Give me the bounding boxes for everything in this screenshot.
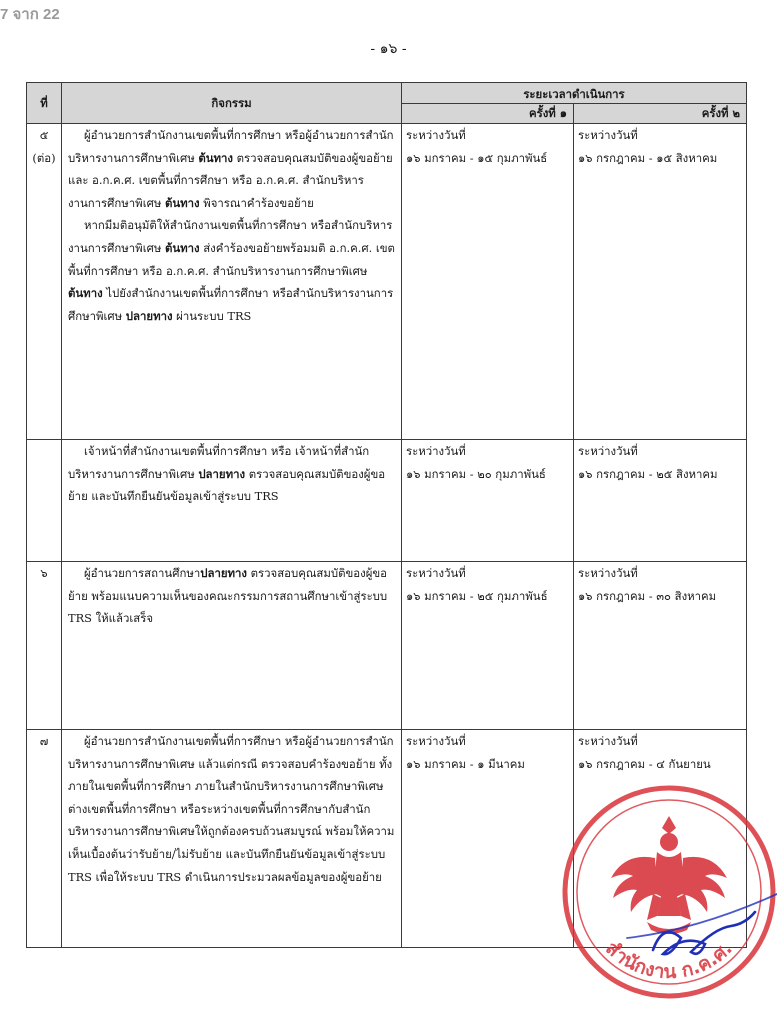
row-number-value: ๖ xyxy=(40,566,48,580)
activity-text: ผ่านระบบ TRS xyxy=(172,308,252,323)
activity-text: ตรวจสอบคุณสมบัติของผู้ขอย้าย และบันทึกยืนยันข้อมูลเข้าสู่ระบบ TRS xyxy=(68,466,386,504)
header-no: ที่ xyxy=(27,83,62,124)
header-activity: กิจกรรม xyxy=(62,83,402,124)
activity-text: ผู้อำนวยการสำนักงานเขตพื้นที่การศึกษา หรือผู้อำนวยการสำนักบริหารงานการศึกษาพิเศษ แล้วแต่กรณี ตรวจสอบคำร้องขอย้าย ทั้งภายในเขตพื้นที่การศึกษา ภายในสำนักบริหารงานการศึกษาพิเศษ ต่างเขตพื้นที่การศึกษา หรือระหว่างเขตพื้นที่การศึกษากับสำนักบริหารงานการศึกษาพิเศษให้ถูกต้องครบถ้วนสมบูรณ์ พร้อมให้ความเห็นเบื้องต้นว่ารับย้าย/ไม่รับย้าย และบันทึกยืนยันข้อมูลเข้าสู่ระบบ TRS เพื่อให้ระบบ TRS ดำเนินการประมวลผลข้อมูลของผู้ขอย้าย xyxy=(68,734,395,884)
duration-label: ระหว่างวันที่ xyxy=(406,566,466,580)
duration-label: ระหว่างวันที่ xyxy=(406,444,466,458)
round1-cell xyxy=(402,124,574,440)
activity-text: พิจารณาคำร้องขอย้าย xyxy=(199,195,314,210)
round2-cell xyxy=(574,124,747,440)
duration-label: ระหว่างวันที่ xyxy=(406,734,466,748)
duration-range: ๑๖ มกราคม - ๑๕ กุมภาพันธ์ xyxy=(406,150,548,165)
duration-range: ๑๖ มกราคม - ๒๕ กุมภาพันธ์ xyxy=(406,588,548,603)
round1-cell xyxy=(402,440,574,562)
activity-cell xyxy=(62,730,402,948)
table-row xyxy=(27,730,747,948)
activity-text: ไปยังสำนักงานเขตพื้นที่การศึกษา หรือสำนักบริหารงานการศึกษาพิเศษ xyxy=(68,286,394,323)
activity-text: ตรวจสอบคุณสมบัติของผู้ขอย้าย พร้อมแนบความเห็นของคณะกรรมการสถานศึกษาเข้าสู่ระบบ TRS ให้แล้วเสร็จ xyxy=(68,566,388,626)
page-indicator: 7 จาก 22 xyxy=(0,6,60,23)
activity-paragraph xyxy=(68,214,397,327)
activity-text: เจ้าหน้าที่สำนักงานเขตพื้นที่การศึกษา หรือ เจ้าหน้าที่สำนักบริหารงานการศึกษาพิเศษ xyxy=(68,444,370,481)
seal-text: สำนักงาน ก.ค.ศ. xyxy=(601,937,737,984)
activity-paragraph xyxy=(68,730,397,888)
table-row xyxy=(27,124,747,440)
row-number-value: ๗ xyxy=(39,734,49,748)
duration-range: ๑๖ มกราคม - ๒๐ กุมภาพันธ์ xyxy=(406,466,546,481)
emphasis-text: ต้นทาง xyxy=(164,240,200,255)
row-number xyxy=(27,730,62,948)
activity-text: หากมีมติอนุมัติให้สำนักงานเขตพื้นที่การศึกษา หรือสำนักบริหารงานการศึกษาพิเศษ xyxy=(68,218,393,255)
duration-label: ระหว่างวันที่ xyxy=(406,128,466,142)
row-number-value: ๕ xyxy=(39,128,49,142)
duration-range: ๑๖ กรกฎาคม - ๒๕ สิงหาคม xyxy=(578,466,718,481)
round2-cell xyxy=(574,562,747,730)
header-round1: ครั้งที่ ๑ xyxy=(402,104,574,124)
activity-cell xyxy=(62,124,402,440)
round2-cell xyxy=(574,730,747,948)
row-number xyxy=(27,440,62,562)
activity-text: ส่งคำร้องขอย้ายพร้อมมติ อ.ก.ค.ศ. เขตพื้นที่การศึกษา หรือ อ.ก.ค.ศ. สำนักบริหารงานการศึกษาพิเศษ xyxy=(68,240,395,278)
table-row xyxy=(27,440,747,562)
emphasis-text: ต้นทาง xyxy=(68,286,103,301)
activity-paragraph xyxy=(68,440,397,508)
activity-text: ผู้อำนวยการสำนักงานเขตพื้นที่การศึกษา หรือผู้อำนวยการสำนักบริหารงานการศึกษาพิเศษ xyxy=(68,128,394,165)
emphasis-text: ต้นทาง xyxy=(198,150,233,165)
duration-range: ๑๖ กรกฎาคม - ๔ กันยายน xyxy=(578,756,711,771)
row-number xyxy=(27,562,62,730)
duration-label: ระหว่างวันที่ xyxy=(578,566,638,580)
emphasis-text: ปลายทาง xyxy=(198,466,246,481)
activity-paragraph xyxy=(68,562,397,630)
schedule-table xyxy=(26,82,747,948)
duration-range: ๑๖ กรกฎาคม - ๓๐ สิงหาคม xyxy=(578,588,717,603)
activity-text: ผู้อำนวยการสถานศึกษา xyxy=(84,566,201,580)
round2-cell xyxy=(574,440,747,562)
row-number xyxy=(27,124,62,440)
header-duration: ระยะเวลาดำเนินการ xyxy=(402,83,747,104)
header-round2: ครั้งที่ ๒ xyxy=(574,104,747,124)
duration-range: ๑๖ มกราคม - ๑ มีนาคม xyxy=(406,756,525,771)
activity-paragraph xyxy=(68,124,397,214)
emphasis-text: ต้นทาง xyxy=(164,195,200,210)
duration-range: ๑๖ กรกฎาคม - ๑๕ สิงหาคม xyxy=(578,150,718,165)
emphasis-text: ปลายทาง xyxy=(200,566,247,580)
table-row xyxy=(27,562,747,730)
activity-cell xyxy=(62,440,402,562)
round1-cell xyxy=(402,562,574,730)
duration-label: ระหว่างวันที่ xyxy=(578,444,638,458)
emphasis-text: ปลายทาง xyxy=(125,308,173,323)
round1-cell xyxy=(402,730,574,948)
page-number: - ๑๖ - xyxy=(370,41,407,57)
activity-text: ตรวจสอบคุณสมบัติของผู้ขอย้าย และ อ.ก.ค.ศ. เขตพื้นที่การศึกษา หรือ อ.ก.ค.ศ. สำนักบริหารงานการศึกษาพิเศษ xyxy=(68,150,393,210)
row-number-suffix: (ต่อ) xyxy=(32,150,56,165)
duration-label: ระหว่างวันที่ xyxy=(578,128,638,142)
activity-cell xyxy=(62,562,402,730)
duration-label: ระหว่างวันที่ xyxy=(578,734,638,748)
